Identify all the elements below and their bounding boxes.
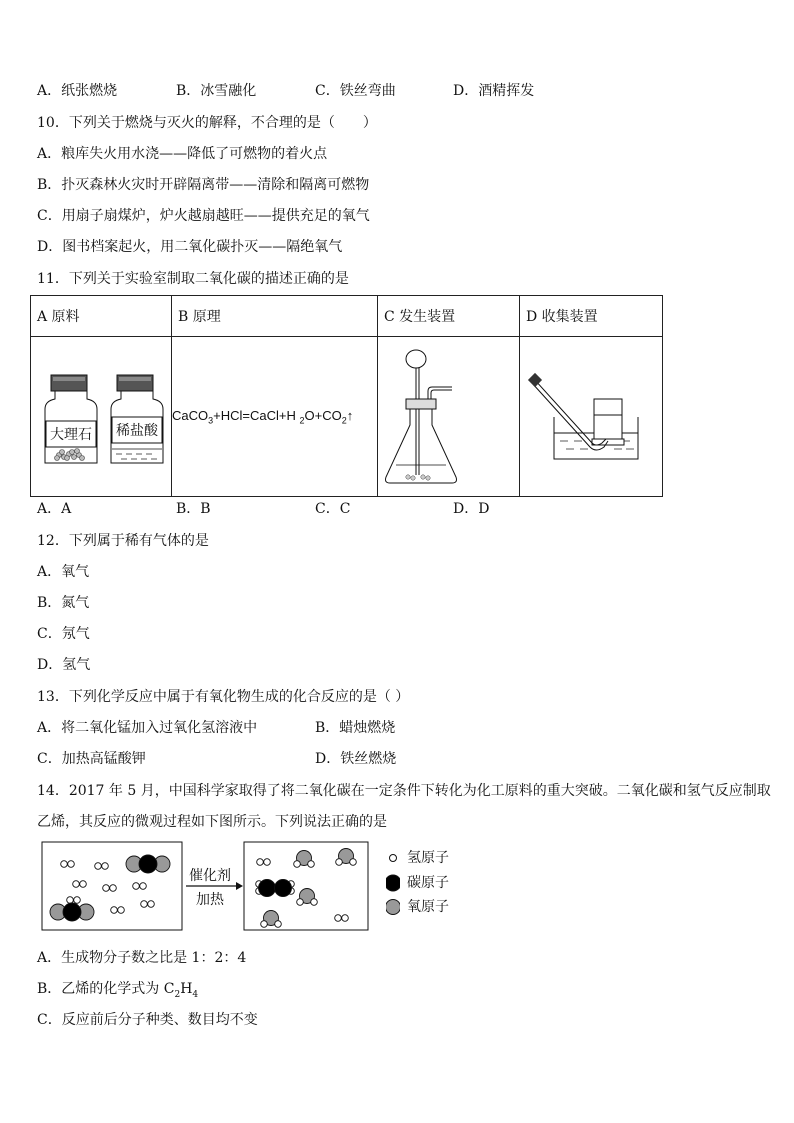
q12-option-a: A．氧气 — [37, 564, 90, 580]
hydrochloric-acid-bottle-label: 稀盐酸 — [116, 423, 158, 439]
marble-bottle-label: 大理石 — [50, 427, 92, 443]
carbon-atom-icon — [386, 875, 400, 891]
q13-stem: 13．下列化学反应中属于有氧化物生成的化合反应的是（ ） — [37, 689, 410, 705]
q11-header-b: B 原理 — [172, 296, 378, 337]
q9-option-c: C．铁丝弯曲 — [315, 83, 396, 99]
q13-option-b: B．蜡烛燃烧 — [315, 720, 396, 736]
reaction-micro-diagram — [40, 840, 380, 935]
q10-stem: 10．下列关于燃烧与灭火的解释，不合理的是（ ） — [37, 115, 377, 131]
q11-cell-generator — [378, 337, 520, 497]
oxygen-atom-icon — [386, 900, 400, 915]
hydrogen-atom-icon — [390, 855, 397, 862]
q14-option-a: A．生成物分子数之比是 1：2：4 — [37, 950, 247, 966]
q11-header-c: C 发生装置 — [378, 296, 520, 337]
q11-option-c: C．C — [315, 501, 351, 517]
q13-option-d: D．铁丝燃烧 — [315, 751, 397, 767]
q11-option-b: B．B — [176, 501, 211, 517]
legend-hydrogen-label: 氢原子 — [407, 850, 449, 866]
q13-option-c: C．加热高锰酸钾 — [37, 751, 146, 767]
q12-option-d: D．氢气 — [37, 657, 91, 673]
q9-option-d: D．酒精挥发 — [453, 83, 535, 99]
gas-generator-apparatus-figure — [378, 337, 520, 492]
q14-option-c: C．反应前后分子种类、数目均不变 — [37, 1012, 258, 1028]
q11-cell-principle — [172, 337, 378, 497]
q14-stem-line2: 乙烯，其反应的微观过程如下图所示。下列说法正确的是 — [37, 814, 387, 830]
q11-cell-materials — [31, 337, 172, 497]
atom-legend-icons — [386, 850, 400, 920]
q12-stem: 12．下列属于稀有气体的是 — [37, 533, 209, 549]
reagent-bottles-figure — [31, 337, 172, 492]
q10-option-b: B．扑灭森林火灾时开辟隔离带——清除和隔离可燃物 — [37, 177, 370, 193]
q11-stem: 11．下列关于实验室制取二氧化碳的描述正确的是 — [37, 271, 349, 287]
q11-header-a: A 原料 — [31, 296, 172, 337]
q14-stem-line1: 14．2017 年 5 月，中国科学家取得了将二氧化碳在一定条件下转化为化工原料的重大突破。二氧化碳和氢气反应制取 — [37, 783, 771, 799]
q14-option-b: B．乙烯的化学式为 $C_2H_4$ — [37, 981, 199, 1000]
q10-option-d: D．图书档案起火，用二氧化碳扑灭——隔绝氧气 — [37, 239, 343, 255]
q11-option-d: D．D — [453, 501, 490, 517]
q12-option-b: B．氮气 — [37, 595, 90, 611]
legend-carbon-label: 碳原子 — [407, 875, 449, 891]
q11-table — [30, 295, 663, 497]
q11-header-d: D 收集装置 — [520, 296, 663, 337]
q13-option-a: A．将二氧化锰加入过氧化氢溶液中 — [37, 720, 258, 736]
q11-cell-collector — [520, 337, 663, 497]
q9-option-a: A．纸张燃烧 — [37, 83, 118, 99]
q11-option-a: A．A — [37, 501, 72, 517]
arrow-condition-heat: 加热 — [196, 892, 224, 908]
arrow-condition-catalyst: 催化剂 — [189, 868, 231, 884]
reaction-equation: CaCO$_3$+HCl=CaCl+H $_2O+CO_2↑$ — [172, 407, 354, 426]
q9-option-b: B．冰雪融化 — [176, 83, 257, 99]
q10-option-c: C．用扇子扇煤炉，炉火越扇越旺——提供充足的氧气 — [37, 208, 370, 224]
q10-option-a: A．粮库失火用水浇——降低了可燃物的着火点 — [37, 146, 328, 162]
legend-oxygen-label: 氧原子 — [407, 899, 449, 915]
gas-collection-apparatus-figure — [520, 337, 663, 492]
q12-option-c: C．氖气 — [37, 626, 90, 642]
